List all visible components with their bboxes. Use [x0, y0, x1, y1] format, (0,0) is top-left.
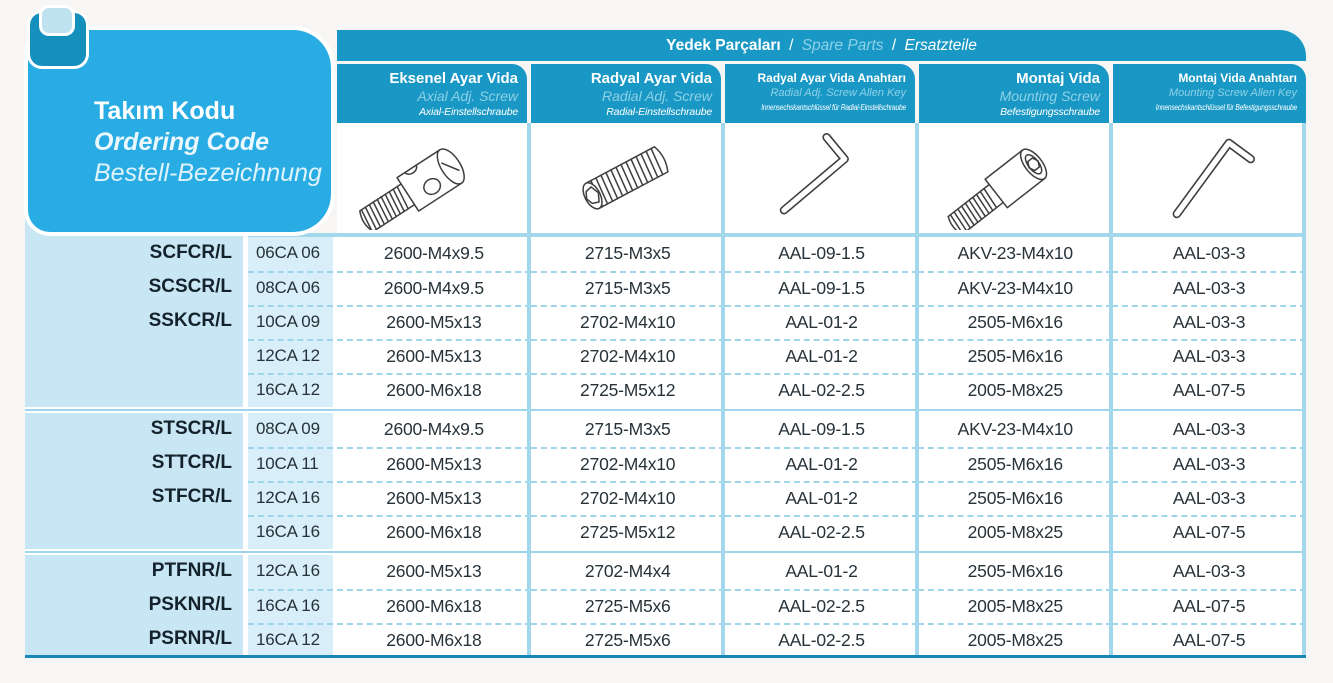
part-number-cell: 2600-M6x18 [337, 623, 531, 657]
part-icon-cell [725, 123, 915, 233]
column-title-en: Radial Adj. Screw Allen Key [770, 87, 906, 99]
part-number-cell: AAL-01-2 [725, 555, 919, 589]
spare-parts-header-en: Spare Parts [801, 37, 884, 54]
part-number-cell: 2725-M5x12 [531, 373, 725, 407]
column-title-en: Mounting Screw [999, 88, 1100, 104]
part-number-cell: 2600-M5x13 [337, 447, 531, 481]
part-number-cell: 2600-M5x13 [337, 555, 531, 589]
size-code-cell: 08CA 06 [248, 271, 333, 305]
tool-code-cell: PSRNR/L [25, 623, 243, 657]
part-number-cell: 2005-M8x25 [918, 373, 1112, 407]
size-code-cell: 16CA 16 [248, 515, 333, 549]
table-row [25, 623, 1306, 657]
tool-code-cell: SSKCR/L [25, 305, 243, 339]
table-row [25, 589, 1306, 623]
part-number-cell: AKV-23-M4x10 [918, 271, 1112, 305]
column-title-tr: Montaj Vida Anahtarı [1178, 71, 1297, 85]
tool-code-cell: PTFNR/L [25, 555, 243, 589]
column-title-tr: Eksenel Ayar Vida [389, 70, 518, 87]
part-number-cell: 2600-M5x13 [337, 339, 531, 373]
column-title-tr: Montaj Vida [1016, 70, 1100, 87]
table-row [25, 515, 1306, 549]
part-number-cell: AAL-07-5 [1112, 515, 1306, 549]
part-number-cell: AAL-02-2.5 [725, 515, 919, 549]
part-icon-cell [1113, 123, 1306, 233]
column-title-en: Mounting Screw Allen Key [1169, 87, 1297, 99]
part-number-cell: 2725-M5x6 [531, 589, 725, 623]
size-code-cell: 16CA 16 [248, 589, 333, 623]
part-number-cell: AAL-01-2 [725, 447, 919, 481]
table-row [25, 305, 1306, 339]
tool-code-cell [25, 515, 243, 549]
tool-code-cell: PSKNR/L [25, 589, 243, 623]
column-title-en: Axial Adj. Screw [417, 88, 518, 104]
part-number-cell: 2702-M4x10 [531, 305, 725, 339]
size-code-cell: 06CA 06 [248, 237, 333, 271]
part-number-cell: 2715-M3x5 [531, 237, 725, 271]
part-number-cell: 2715-M3x5 [531, 413, 725, 447]
column-title-de: Innensechskantschlüssel für Befestigungsschraube [1155, 103, 1297, 112]
set-screw-icon [536, 126, 716, 230]
part-icon-cell [531, 123, 721, 233]
part-number-cell: 2505-M6x16 [918, 555, 1112, 589]
part-number-cell: 2725-M5x12 [531, 515, 725, 549]
table-row [25, 339, 1306, 373]
part-number-cell: 2600-M6x18 [337, 515, 531, 549]
separator-slash: / [891, 37, 897, 54]
column-header-mounting-screw [919, 64, 1109, 123]
column-title-de: Radial-Einstellschraube [606, 106, 712, 118]
part-number-cell: 2005-M8x25 [918, 623, 1112, 657]
part-number-cell: AAL-02-2.5 [725, 623, 919, 657]
tool-code-cell [25, 373, 243, 407]
part-number-cell: 2505-M6x16 [918, 447, 1112, 481]
size-code-cell: 12CA 16 [248, 555, 333, 589]
part-number-cell: AAL-02-2.5 [725, 589, 919, 623]
table-row [25, 413, 1306, 447]
spare-parts-header-tr: Yedek Parçaları [666, 37, 781, 54]
part-number-cell: AKV-23-M4x10 [918, 413, 1112, 447]
table-row [25, 447, 1306, 481]
part-number-cell: AAL-09-1.5 [725, 271, 919, 305]
column-title-de: Befestigungsschraube [1000, 106, 1100, 118]
part-number-cell: AKV-23-M4x10 [918, 237, 1112, 271]
parts-table [25, 237, 1306, 657]
size-code-cell: 10CA 09 [248, 305, 333, 339]
part-number-cell: AAL-09-1.5 [725, 413, 919, 447]
column-header-mounting-allen-key [1113, 64, 1306, 123]
allen-key-icon [730, 126, 910, 230]
part-icon-cell [337, 123, 527, 233]
part-number-cell: AAL-09-1.5 [725, 237, 919, 271]
size-code-cell: 16CA 12 [248, 373, 333, 407]
part-number-cell: AAL-03-3 [1112, 413, 1306, 447]
size-code-cell: 10CA 11 [248, 447, 333, 481]
part-number-cell: AAL-03-3 [1112, 271, 1306, 305]
part-number-cell: AAL-02-2.5 [725, 373, 919, 407]
part-number-cell: AAL-07-5 [1112, 589, 1306, 623]
tool-code-cell [25, 339, 243, 373]
part-number-cell: 2702-M4x10 [531, 447, 725, 481]
axial-screw-icon [342, 126, 522, 230]
header-body-divider [248, 233, 1306, 237]
part-number-cell: 2505-M6x16 [918, 305, 1112, 339]
column-divider [1109, 123, 1113, 656]
part-number-cell: AAL-03-3 [1112, 481, 1306, 515]
separator-slash: / [789, 37, 794, 54]
part-number-cell: 2505-M6x16 [918, 339, 1112, 373]
part-icon-cell [919, 123, 1109, 233]
part-number-cell: 2702-M4x10 [531, 481, 725, 515]
table-row [25, 555, 1306, 589]
part-number-cell: 2600-M5x13 [337, 305, 531, 339]
part-number-cell: AAL-07-5 [1112, 623, 1306, 657]
tool-code-cell: STSCR/L [25, 413, 243, 447]
ordering-code-title-tr: Takım Kodu [94, 97, 236, 125]
column-divider [915, 123, 919, 656]
tool-code-cell: SCFCR/L [25, 237, 243, 271]
table-row [25, 271, 1306, 305]
part-number-cell: 2005-M8x25 [918, 515, 1112, 549]
part-number-cell: AAL-03-3 [1112, 447, 1306, 481]
column-header-radial-allen-key [725, 64, 915, 123]
column-header-axial-screw [337, 64, 527, 123]
tool-code-cell: STFCR/L [25, 481, 243, 515]
part-number-cell: AAL-01-2 [725, 339, 919, 373]
column-title-en: Radial Adj. Screw [602, 88, 712, 104]
table-row [25, 481, 1306, 515]
part-number-cell: 2725-M5x6 [531, 623, 725, 657]
column-title-de: Axial-Einstellschraube [419, 106, 518, 118]
table-row [25, 373, 1306, 407]
part-number-cell: AAL-07-5 [1112, 373, 1306, 407]
ordering-code-title-en: Ordering Code [94, 128, 270, 156]
allen-key-icon [1120, 126, 1300, 230]
column-divider [721, 123, 725, 656]
spare-parts-header-de: Ersatzteile [904, 37, 977, 54]
part-number-cell: AAL-01-2 [725, 481, 919, 515]
part-number-cell: AAL-03-3 [1112, 305, 1306, 339]
part-number-cell: AAL-01-2 [725, 305, 919, 339]
column-title-tr: Radyal Ayar Vida [590, 70, 712, 87]
part-number-cell: 2600-M4x9.5 [337, 237, 531, 271]
part-number-cell: 2600-M5x13 [337, 481, 531, 515]
table-row [25, 237, 1306, 271]
spare-parts-header [337, 30, 1306, 61]
ordering-code-title-de: Bestell-Bezeichnung [94, 159, 322, 187]
part-number-cell: 2600-M4x9.5 [337, 413, 531, 447]
part-number-cell: 2702-M4x4 [531, 555, 725, 589]
tool-code-cell: SCSCR/L [25, 271, 243, 305]
table-bottom-border [25, 655, 1306, 658]
column-divider [527, 123, 531, 656]
part-number-cell: 2600-M6x18 [337, 589, 531, 623]
size-code-cell: 12CA 16 [248, 481, 333, 515]
size-code-cell: 16CA 12 [248, 623, 333, 657]
tool-code-cell: STTCR/L [25, 447, 243, 481]
part-number-cell: 2505-M6x16 [918, 481, 1112, 515]
column-title-tr: Radyal Ayar Vida Anahtarı [757, 71, 906, 85]
size-code-cell: 12CA 12 [248, 339, 333, 373]
part-number-cell: 2702-M4x10 [531, 339, 725, 373]
mounting-screw-icon [924, 126, 1104, 230]
part-number-cell: 2600-M4x9.5 [337, 271, 531, 305]
column-header-radial-screw [531, 64, 721, 123]
part-number-cell: AAL-03-3 [1112, 555, 1306, 589]
column-title-de: Innensechskantschlüssel für Radial-Einstellschraube [761, 103, 906, 112]
part-number-cell: 2005-M8x25 [918, 589, 1112, 623]
part-number-cell: 2600-M6x18 [337, 373, 531, 407]
part-number-cell: 2715-M3x5 [531, 271, 725, 305]
part-number-cell: AAL-03-3 [1112, 237, 1306, 271]
part-number-cell: AAL-03-3 [1112, 339, 1306, 373]
corner-tab-inner-decoration [42, 8, 72, 33]
size-code-cell: 08CA 09 [248, 413, 333, 447]
table-right-border [1302, 123, 1306, 656]
